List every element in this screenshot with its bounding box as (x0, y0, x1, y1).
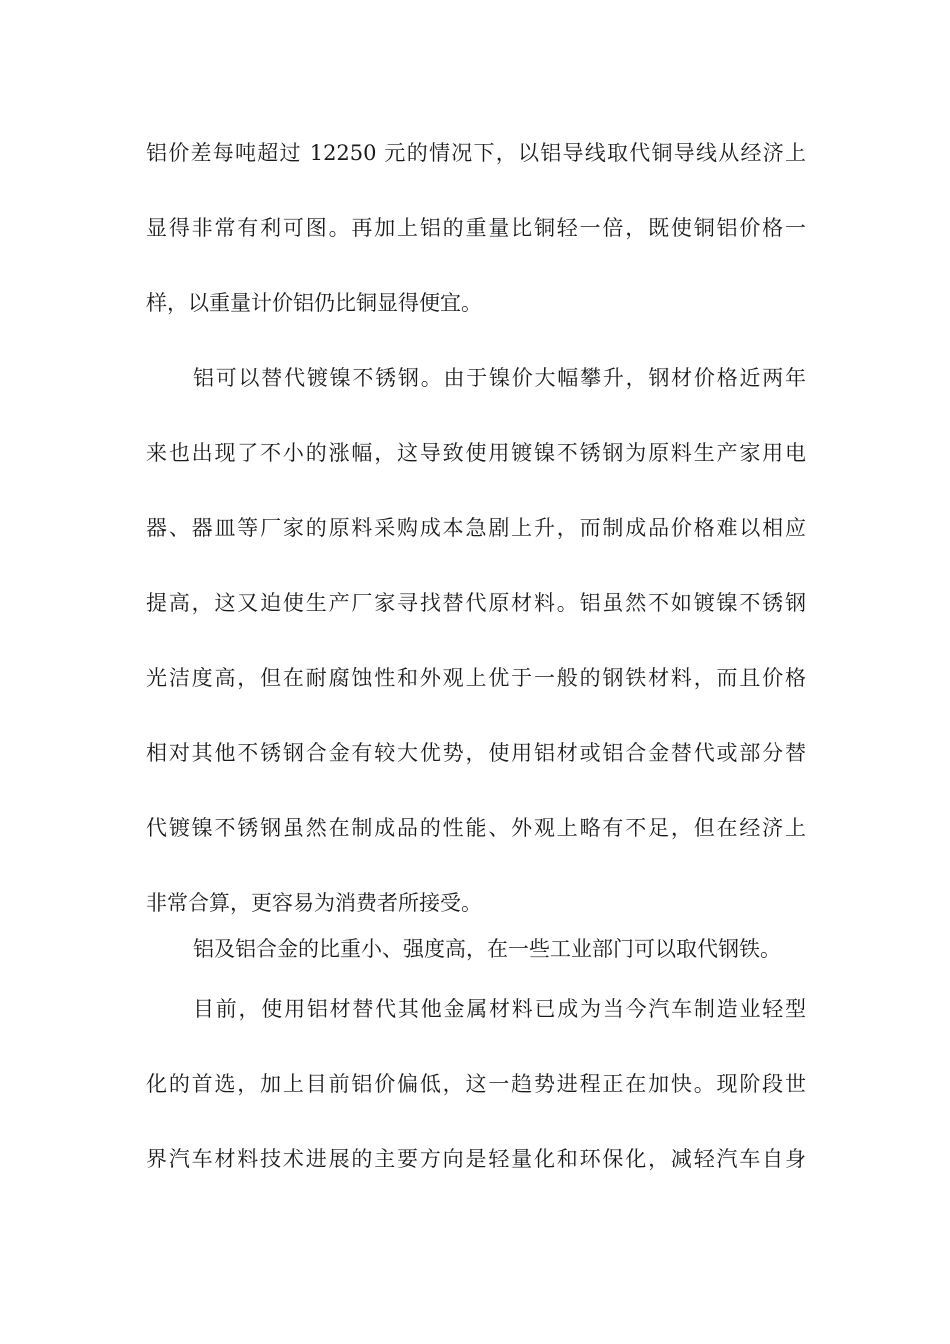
paragraph-first-line: 铝及铝合金的比重小、强度高，在一些工业部门可以取代钢铁。 (193, 937, 781, 961)
text-line: 样，以重量计价铝仍比铜显得便宜。 (146, 291, 482, 315)
paragraph-first-line: 目前，使用铝材替代其他金属材料已成为当今汽车制造业轻型 (193, 997, 806, 1021)
text-line: 铝价差每吨超过 12250 元的情况下，以铝导线取代铜导线从经济上 (146, 141, 806, 165)
paragraph-first-line: 铝可以替代镀镍不锈钢。由于镍价大幅攀升，钢材价格近两年 (193, 366, 806, 390)
text-line: 相对其他不锈钢合金有较大优势，使用铝材或铝合金替代或部分替 (146, 741, 806, 765)
text-line: 化的首选，加上目前铝价偏低，这一趋势进程正在加快。现阶段世 (146, 1072, 806, 1096)
text-line: 界汽车材料技术进展的主要方向是轻量化和环保化，减轻汽车自身 (146, 1147, 806, 1171)
text-line: 来也出现了不小的涨幅，这导致使用镀镍不锈钢为原料生产家用电 (146, 441, 806, 465)
text-line: 代镀镍不锈钢虽然在制成品的性能、外观上略有不足，但在经济上 (146, 816, 806, 840)
text-line: 光洁度高，但在耐腐蚀性和外观上优于一般的钢铁材料，而且价格 (146, 666, 806, 690)
text-line: 非常合算，更容易为消费者所接受。 (146, 891, 482, 915)
text-line: 显得非常有利可图。再加上铝的重量比铜轻一倍，既使铜铝价格一 (146, 216, 806, 240)
text-line: 提高，这又迫使生产厂家寻找替代原材料。铝虽然不如镀镍不锈钢 (146, 591, 806, 615)
text-line: 器、器皿等厂家的原料采购成本急剧上升，而制成品价格难以相应 (146, 516, 806, 540)
